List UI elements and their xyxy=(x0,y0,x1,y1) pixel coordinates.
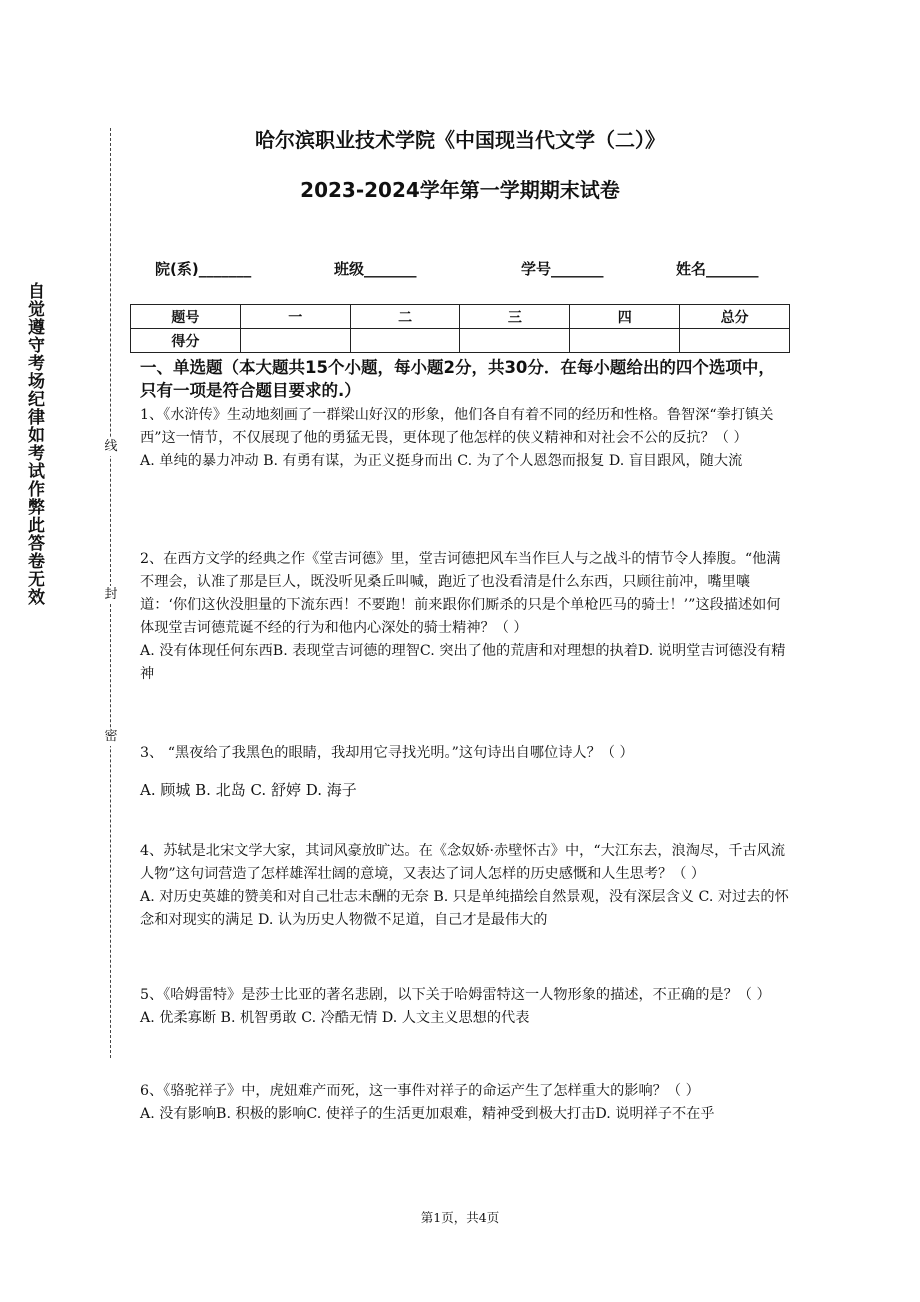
score-table-header-row xyxy=(131,305,790,329)
class-field: 班级_______ xyxy=(334,260,417,278)
question-2 xyxy=(140,548,792,686)
question-options: A. 没有体现任何东西B. 表现堂吉诃德的理智C. 突出了他的荒唐和对理想的执着D. 说明堂吉诃德没有精神 xyxy=(140,643,786,682)
score-input-4 xyxy=(570,329,680,353)
question-options: A. 优柔寡断 B. 机智勇敢 C. 冷酷无情 D. 人文主义思想的代表 xyxy=(140,1010,530,1026)
name-field: 姓名_______ xyxy=(676,260,759,278)
section-header: 一、单选题（本大题共15个小题，每小题2分，共30分．在每小题给出的四个选项中，只有一项是符合题目要求的.） xyxy=(140,358,775,400)
question-options: A. 顾城 B. 北岛 C. 舒婷 D. 海子 xyxy=(140,781,357,799)
question-stem: 2、在西方文学的经典之作《堂吉诃德》里，堂吉诃德把风车当作巨人与之战斗的情节令人捧腹。“他满不理会，认准了那是巨人，既没听见桑丘叫喊，跑近了也没看清是什么东西，只顾往前冲，嘴里嚷道：‘你们这伙没胆量的下流东西！不要跑！前来跟你们厮杀的只是个单枪匹马的骑士！’”这段描述如何体现堂吉诃德荒诞不经的行为和他内心深处的骑士精神？（ ） xyxy=(140,551,781,636)
cut-label-mi: 密 xyxy=(104,729,118,744)
question-3 xyxy=(140,742,792,802)
score-table-score-row xyxy=(131,329,790,353)
question-4 xyxy=(140,840,792,932)
cut-label-feng: 封 xyxy=(104,587,118,602)
score-cell-2: 二 xyxy=(350,305,460,329)
exam-title: 哈尔滨职业技术学院《中国现当代文学（二）》 xyxy=(255,128,665,152)
score-table xyxy=(130,304,790,353)
score-cell-4: 四 xyxy=(570,305,680,329)
question-options: A. 没有影响B. 积极的影响C. 使祥子的生活更加艰难，精神受到极大打击D. 说明祥子不在乎 xyxy=(140,1106,715,1122)
score-cell-1: 一 xyxy=(240,305,350,329)
score-input-total xyxy=(680,329,790,353)
question-1 xyxy=(140,404,792,473)
question-stem: 5、《哈姆雷特》是莎士比亚的著名悲剧，以下关于哈姆雷特这一人物形象的描述，不正确的是？（ ） xyxy=(140,987,771,1003)
score-cell-3: 三 xyxy=(460,305,570,329)
score-cell-label: 题号 xyxy=(131,305,241,329)
question-options: A. 对历史英雄的赞美和对自己壮志未酬的无奈 B. 只是单纯描绘自然景观，没有深层含义 C. 对过去的怀念和对现实的满足 D. 认为历史人物微不足道，自己才是最伟大的 xyxy=(140,889,789,928)
question-stem: 6、《骆驼祥子》中，虎妞难产而死，这一事件对祥子的命运产生了怎样重大的影响？（ ） xyxy=(140,1083,700,1099)
question-5 xyxy=(140,984,792,1030)
question-6 xyxy=(140,1080,792,1126)
question-stem: 3、 “黑夜给了我黑色的眼睛，我却用它寻找光明。”这句诗出自哪位诗人？（ ） xyxy=(140,745,634,761)
exam-subtitle: 2023-2024学年第一学期期末试卷 xyxy=(300,178,620,202)
cut-label-xian: 线 xyxy=(104,439,118,454)
question-stem: 4、苏轼是北宋文学大家，其词风豪放旷达。在《念奴娇·赤壁怀古》中，“大江东去，浪淘尽，千古风流人物”这句词营造了怎样雄浑壮阔的意境，又表达了词人怎样的历史感慨和人生思考？（ ） xyxy=(140,843,786,882)
question-stem: 1、《水浒传》生动地刻画了一群梁山好汉的形象，他们各自有着不同的经历和性格。鲁智深“拳打镇关西”这一情节，不仅展现了他的勇猛无畏，更体现了他怎样的侠义精神和对社会不公的反抗？（ ） xyxy=(140,407,774,446)
score-input-3 xyxy=(460,329,570,353)
score-row-label: 得分 xyxy=(131,329,241,353)
question-options: A. 单纯的暴力冲动 B. 有勇有谋，为正义挺身而出 C. 为了个人恩怨而报复 D. 盲目跟风，随大流 xyxy=(140,453,743,469)
score-input-1 xyxy=(240,329,350,353)
student-id-field: 学号_______ xyxy=(521,260,604,278)
dept-field: 院(系)_______ xyxy=(155,260,252,278)
score-input-2 xyxy=(350,329,460,353)
exam-discipline-note: 自觉遵守考场纪律如考试作弊此答卷无效 xyxy=(24,282,44,606)
score-cell-total: 总分 xyxy=(680,305,790,329)
page-footer: 第1页，共4页 xyxy=(420,1210,500,1225)
